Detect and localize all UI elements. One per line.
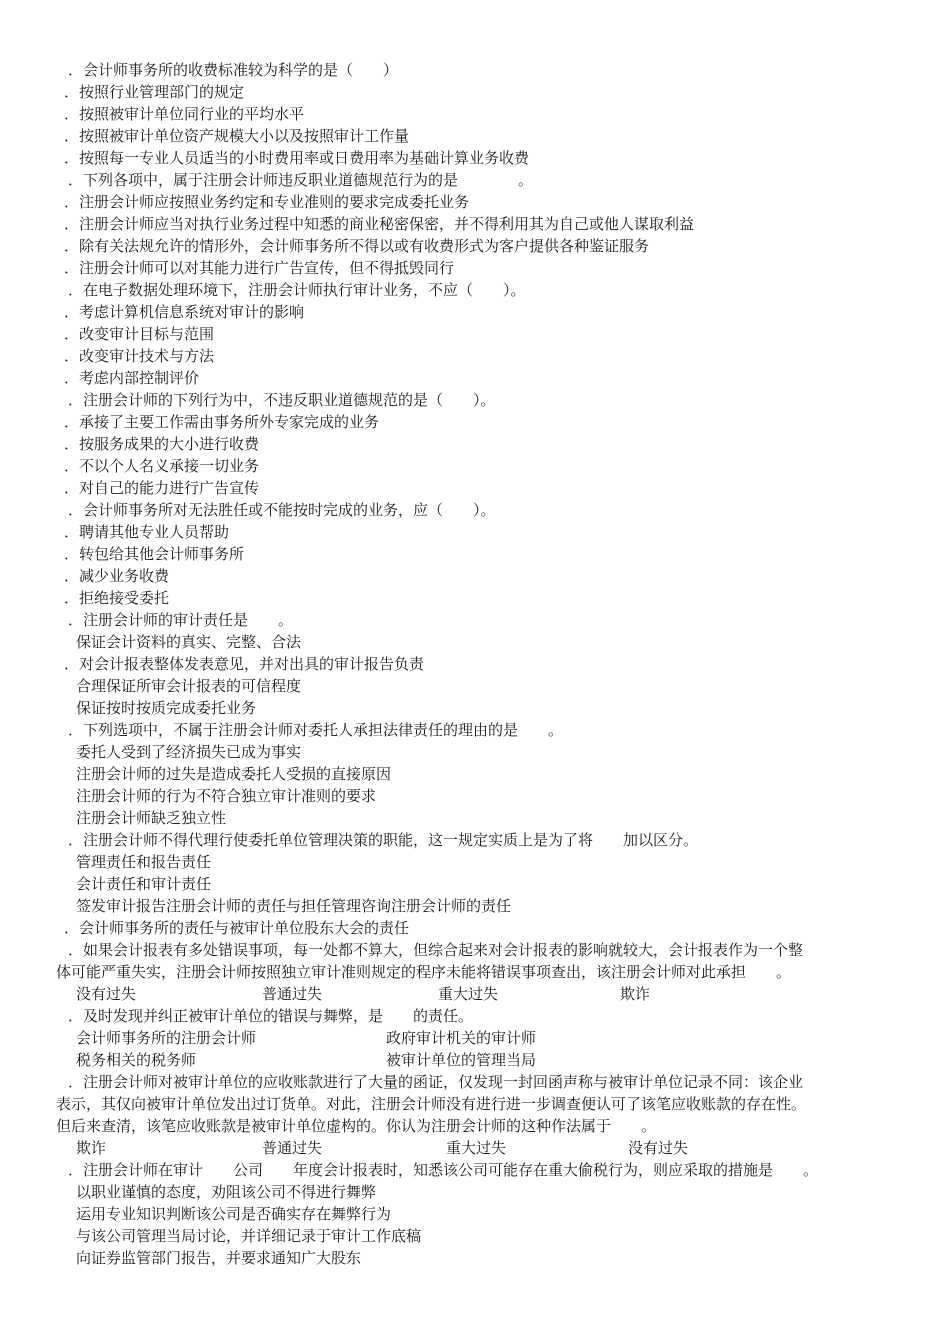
answer-option: ．改变审计技术与方法 (64, 347, 215, 365)
answer-option: ．承接了主要工作需由事务所外专家完成的业务 (64, 413, 380, 431)
question-stem: ．注册会计师的下列行为中，不违反职业道德规范的是（ ）。 (68, 391, 496, 409)
answer-option: ．按照被审计单位同行业的平均水平 (64, 105, 305, 123)
answer-option: 没有过失 (76, 985, 137, 1003)
question-stem: ．如果会计报表有多处错误事项，每一处都不算大，但综合起来对会计报表的影响就较大，会计报表作为一个整 (68, 941, 804, 959)
question-stem: ．下列选项中，不属于注册会计师对委托人承担法律责任的理由的是 。 (68, 721, 564, 739)
answer-option: ．考虑计算机信息系统对审计的影响 (64, 303, 305, 321)
answer-option: 政府审计机关的审计师 (386, 1029, 537, 1047)
answer-option: 合理保证所审会计报表的可信程度 (76, 677, 302, 695)
answer-option: 向证券监管部门报告，并要求通知广大股东 (76, 1249, 362, 1267)
answer-option: ．改变审计目标与范围 (64, 325, 215, 343)
answer-option: 税务相关的税务师 (76, 1051, 197, 1069)
answer-option: 欺诈 (76, 1139, 107, 1157)
answer-option: 欺诈 (620, 985, 651, 1003)
answer-option: 没有过失 (628, 1139, 689, 1157)
question-stem: ．会计师事务所对无法胜任或不能按时完成的业务，应（ ）。 (68, 501, 496, 519)
answer-option: ．按照被审计单位资产规模大小以及按照审计工作量 (64, 127, 410, 145)
answer-option: 以职业谨慎的态度，劝阻该公司不得进行舞弊 (76, 1183, 377, 1201)
answer-option: 保证按时按质完成委托业务 (76, 699, 257, 717)
question-stem: ．会计师事务所的收费标准较为科学的是（ ） (68, 61, 399, 79)
answer-option: ．会计师事务所的责任与被审计单位股东大会的责任 (64, 919, 410, 937)
answer-option: 与该公司管理当局讨论，并详细记录于审计工作底稿 (76, 1227, 422, 1245)
answer-option: ．对会计报表整体发表意见，并对出具的审计报告负责 (64, 655, 425, 673)
answer-option: 会计师事务所的注册会计师 (76, 1029, 257, 1047)
question-stem: ．注册会计师的审计责任是 。 (68, 611, 294, 629)
answer-option: ．按照行业管理部门的规定 (64, 83, 245, 101)
answer-option: ．不以个人名义承接一切业务 (64, 457, 260, 475)
question-stem: ．下列各项中，属于注册会计师违反职业道德规范行为的是 。 (68, 171, 534, 189)
answer-option: ．注册会计师应当对执行业务过程中知悉的商业秘密保密，并不得利用其为自己或他人谋取利益 (64, 215, 695, 233)
question-stem-continued: 但后来查清，该笔应收账款是被审计单位虚构的。你认为注册会计师的这种作法属于 。 (56, 1117, 657, 1135)
question-stem: ．在电子数据处理环境下，注册会计师执行审计业务，不应（ ）。 (68, 281, 526, 299)
answer-option: ．聘请其他专业人员帮助 (64, 523, 230, 541)
answer-option: 重大过失 (446, 1139, 507, 1157)
answer-option: ．按服务成果的大小进行收费 (64, 435, 260, 453)
answer-option: 保证会计资料的真实、完整、合法 (76, 633, 302, 651)
question-stem: ．及时发现并纠正被审计单位的错误与舞弊，是 的责任。 (68, 1007, 474, 1025)
answer-option: 管理责任和报告责任 (76, 853, 212, 871)
answer-option: ．减少业务收费 (64, 567, 170, 585)
answer-option: 运用专业知识判断该公司是否确实存在舞弊行为 (76, 1205, 392, 1223)
answer-option: ．按照每一专业人员适当的小时费用率或日费用率为基础计算业务收费 (64, 149, 530, 167)
answer-option: 注册会计师的过失是造成委托人受损的直接原因 (76, 765, 392, 783)
answer-option: 注册会计师的行为不符合独立审计准则的要求 (76, 787, 377, 805)
answer-option: ．考虑内部控制评价 (64, 369, 200, 387)
answer-option: 被审计单位的管理当局 (386, 1051, 537, 1069)
answer-option: 签发审计报告注册会计师的责任与担任管理咨询注册会计师的责任 (76, 897, 512, 915)
answer-option: 普通过失 (262, 985, 323, 1003)
answer-option: ．注册会计师可以对其能力进行广告宣传，但不得抵毁同行 (64, 259, 455, 277)
answer-option: 重大过失 (438, 985, 499, 1003)
answer-option: 注册会计师缺乏独立性 (76, 809, 227, 827)
question-stem: ．注册会计师不得代理行使委托单位管理决策的职能，这一规定实质上是为了将 加以区分。 (68, 831, 699, 849)
answer-option: ．转包给其他会计师事务所 (64, 545, 245, 563)
answer-option: ．拒绝接受委托 (64, 589, 170, 607)
question-stem-continued: 体可能严重失实，注册会计师按照独立审计准则规定的程序未能将错误事项查出，该注册会计师对此承担 。 (56, 963, 792, 981)
answer-option: 会计责任和审计责任 (76, 875, 212, 893)
answer-option: ．注册会计师应按照业务约定和专业准则的要求完成委托业务 (64, 193, 470, 211)
answer-option: 委托人受到了经济损失已成为事实 (76, 743, 302, 761)
question-stem-continued: 表示，其仅向被审计单位发出过订货单。对此，注册会计师没有进行进一步调查便认可了该笔应收账款的存在性。 (56, 1095, 807, 1113)
question-stem: ．注册会计师对被审计单位的应收账款进行了大量的函证，仅发现一封回函声称与被审计单位记录不同：该企业 (68, 1073, 804, 1091)
question-stem: ．注册会计师在审计 公司 年度会计报表时，知悉该公司可能存在重大偷税行为，则应采取的措施是 。 (68, 1161, 819, 1179)
answer-option: 普通过失 (262, 1139, 323, 1157)
answer-option: ．除有关法规允许的情形外，会计师事务所不得以或有收费形式为客户提供各种鉴证服务 (64, 237, 650, 255)
answer-option: ．对自己的能力进行广告宣传 (64, 479, 260, 497)
